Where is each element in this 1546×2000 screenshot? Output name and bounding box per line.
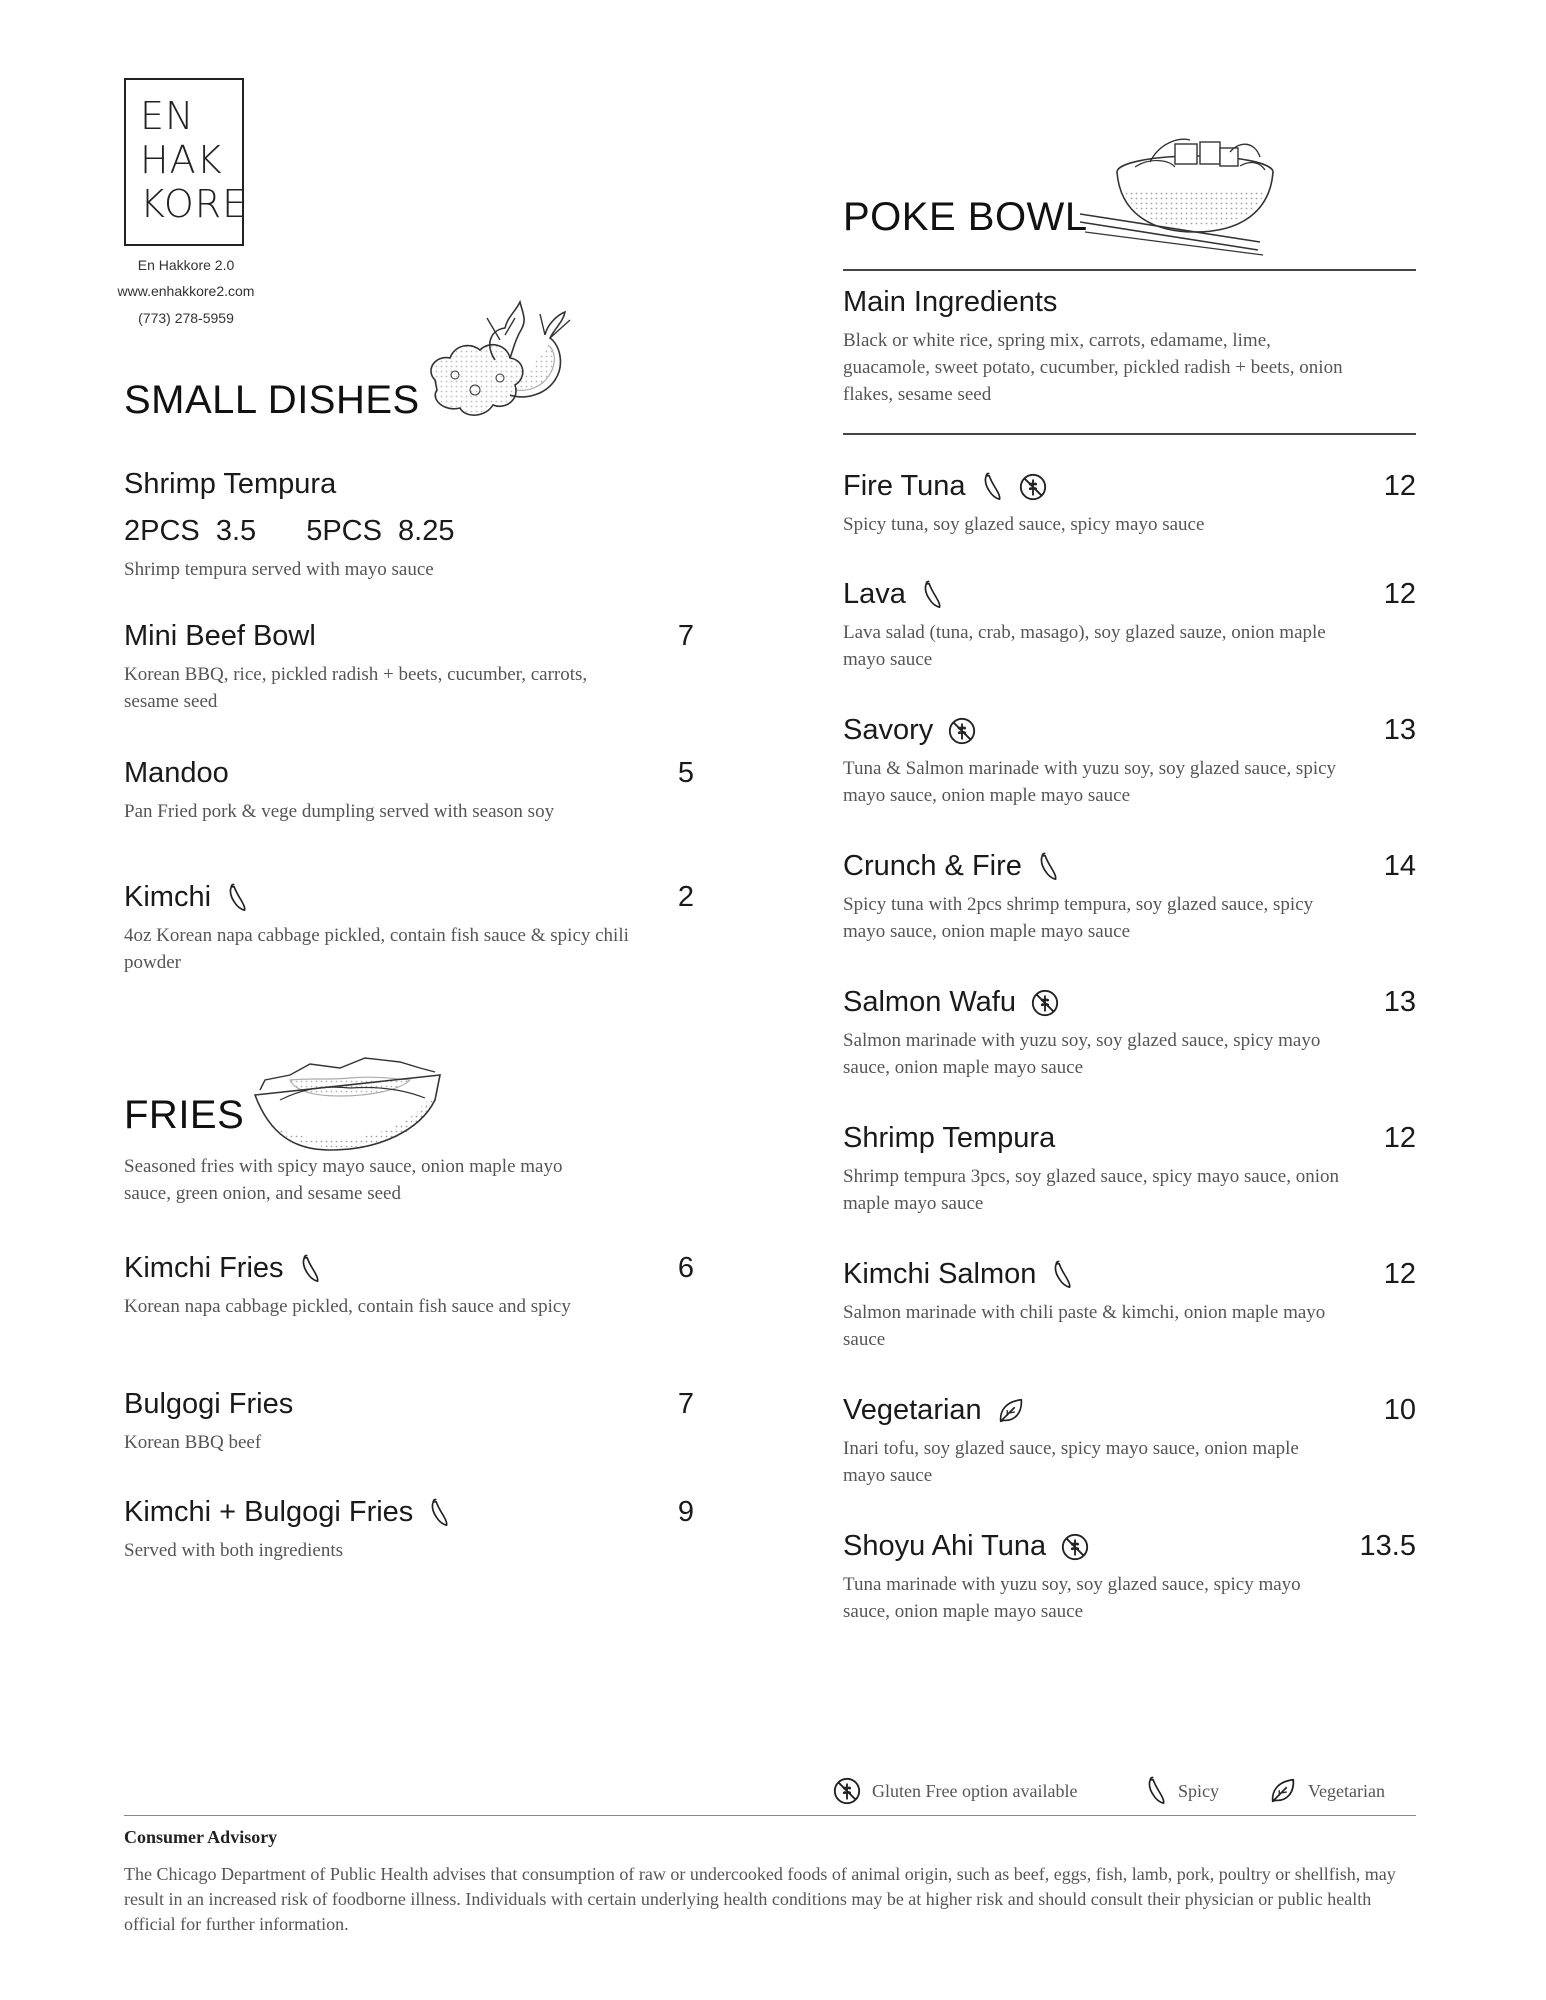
shrimp-option-5pcs: 5PCS 8.25 xyxy=(306,515,455,547)
logo-line-2: HAK xyxy=(140,138,223,182)
item-name xyxy=(124,881,694,914)
divider-top xyxy=(843,269,1416,271)
item-name-text: Lava xyxy=(843,578,906,610)
main-ingredients xyxy=(843,286,1416,408)
spicy-icon xyxy=(298,1254,322,1284)
advisory-title: Consumer Advisory xyxy=(124,1827,278,1847)
main-ingredients-title: Main Ingredients xyxy=(843,286,1058,318)
spicy-icon xyxy=(427,1498,451,1528)
item-name-text: Kimchi Salmon xyxy=(843,1258,1037,1290)
shrimp-option-2pcs: 2PCS 3.5 xyxy=(124,515,257,547)
menu-item xyxy=(843,850,1416,945)
item-name xyxy=(843,1394,1416,1427)
item-name xyxy=(124,1388,694,1421)
gluten-free-icon xyxy=(1030,988,1060,1018)
item-name xyxy=(843,578,1416,611)
item-price: 10 xyxy=(1383,1394,1416,1426)
menu-item-shrimp-tempura-small xyxy=(124,468,694,583)
menu-item xyxy=(843,1530,1416,1625)
menu-item xyxy=(843,1122,1416,1217)
item-description: Served with both ingredients xyxy=(124,1540,343,1561)
item-name xyxy=(843,1122,1416,1155)
item-name-text: Kimchi xyxy=(124,881,212,913)
menu-item xyxy=(843,578,1416,673)
logo-line-1: EN xyxy=(140,94,195,138)
item-description: Lava salad (tuna, crab, masago), soy glazed sauze, onion maple mayo sauce xyxy=(843,622,1326,670)
section-title-poke-bowl: POKE BOWL xyxy=(843,195,1088,239)
item-name-text: Vegetarian xyxy=(843,1394,982,1426)
item-description: Pan Fried pork & vege dumpling served with season soy xyxy=(124,801,555,822)
item-price: 12 xyxy=(1383,1258,1416,1290)
item-price: 7 xyxy=(677,1388,694,1420)
item-name xyxy=(843,470,1416,503)
item-description: Tuna marinade with yuzu soy, soy glazed sauce, spicy mayo sauce, onion maple mayo sauce xyxy=(843,1574,1301,1622)
item-name-text: Mandoo xyxy=(124,757,229,789)
item-name xyxy=(843,850,1416,883)
item-price: 6 xyxy=(677,1252,694,1284)
item-name-text: Shoyu Ahi Tuna xyxy=(843,1530,1047,1562)
legend-spicy xyxy=(1144,1776,1219,1806)
spicy-icon xyxy=(1144,1776,1168,1806)
menu-item xyxy=(124,757,694,825)
spicy-icon xyxy=(1050,1260,1074,1290)
item-price: 9 xyxy=(677,1496,694,1528)
item-name-text: Kimchi Fries xyxy=(124,1252,284,1284)
menu-item xyxy=(124,620,694,715)
spicy-icon xyxy=(1036,852,1060,882)
item-price: 12 xyxy=(1383,470,1416,502)
item-name xyxy=(843,986,1416,1019)
logo-line-3: KORE xyxy=(140,182,248,226)
item-name-text: Salmon Wafu xyxy=(843,986,1016,1018)
item-price: 13 xyxy=(1383,986,1416,1018)
shrimp-options xyxy=(124,515,694,548)
advisory-text: The Chicago Department of Public Health advises that consumption of raw or undercooked foods of animal origin, such as beef, eggs, fish, lamb, pork, poultry or shellfish, may result in an increased risk of foodborne illness. Individuals with certain underlying health conditions may be at higher risk and should consult their physician or public health official for further information. xyxy=(124,1864,1396,1934)
item-description: Shrimp tempura 3pcs, soy glazed sauce, spicy mayo sauce, onion maple mayo sauce xyxy=(843,1166,1339,1214)
item-price: 13.5 xyxy=(1359,1530,1416,1562)
vegetarian-icon xyxy=(1268,1776,1298,1806)
gluten-free-icon xyxy=(832,1776,862,1806)
menu-item xyxy=(124,1496,694,1564)
spicy-icon xyxy=(980,472,1004,502)
gluten-free-icon xyxy=(947,716,977,746)
section-title-small-dishes: SMALL DISHES xyxy=(124,378,420,422)
item-description: Spicy tuna with 2pcs shrimp tempura, soy glazed sauce, spicy mayo sauce, onion maple mayo sauce xyxy=(843,894,1314,942)
item-description: Korean BBQ, rice, pickled radish + beets, cucumber, carrots, sesame seed xyxy=(124,664,588,712)
item-description: Salmon marinade with chili paste & kimchi, onion maple mayo sauce xyxy=(843,1302,1326,1350)
item-description: Korean BBQ beef xyxy=(124,1432,262,1453)
item-name xyxy=(843,714,1416,747)
item-price: 13 xyxy=(1383,714,1416,746)
item-name xyxy=(843,1258,1416,1291)
item-name-text: Crunch & Fire xyxy=(843,850,1022,882)
item-price: 14 xyxy=(1383,850,1416,882)
gluten-free-icon xyxy=(1060,1532,1090,1562)
item-name: Shrimp Tempura xyxy=(124,468,337,500)
item-description: Spicy tuna, soy glazed sauce, spicy mayo sauce xyxy=(843,514,1205,535)
menu-item xyxy=(124,1252,694,1320)
spicy-icon xyxy=(225,883,249,913)
menu-item xyxy=(843,1258,1416,1353)
website-link[interactable]: www.enhakkore2.com xyxy=(117,283,255,299)
vegetarian-icon xyxy=(996,1396,1026,1426)
gluten-free-icon xyxy=(1018,472,1048,502)
menu-item xyxy=(124,1388,694,1456)
advisory-divider xyxy=(124,1815,1416,1816)
phone-number: (773) 278-5959 xyxy=(138,310,234,326)
legend-vegetarian xyxy=(1268,1776,1385,1806)
legend-gluten-free xyxy=(832,1776,1077,1806)
item-name xyxy=(843,1530,1416,1563)
menu-item xyxy=(843,714,1416,809)
section-title-fries: FRIES xyxy=(124,1093,245,1137)
logo xyxy=(124,78,248,246)
shrimp-tempura-illustration xyxy=(415,300,585,450)
legend-gluten-free-label: Gluten Free option available xyxy=(872,1780,1078,1801)
item-description: 4oz Korean napa cabbage pickled, contain fish sauce & spicy chili powder xyxy=(124,925,629,973)
item-name xyxy=(124,1496,694,1529)
item-name xyxy=(124,1252,694,1285)
item-price: 5 xyxy=(677,757,694,789)
main-ingredients-desc: Black or white rice, spring mix, carrots, edamame, lime, guacamole, sweet potato, cucumber, pickled radish + beets, onion flakes, sesame seed xyxy=(843,330,1343,405)
item-name-text: Mini Beef Bowl xyxy=(124,620,316,652)
item-price: 2 xyxy=(677,881,694,913)
item-price: 7 xyxy=(677,620,694,652)
menu-item xyxy=(843,470,1416,538)
divider-bottom xyxy=(843,433,1416,435)
item-name-text: Fire Tuna xyxy=(843,470,966,502)
menu-item xyxy=(843,986,1416,1081)
item-name-text: Kimchi + Bulgogi Fries xyxy=(124,1496,414,1528)
menu-item xyxy=(843,1394,1416,1489)
legend-spicy-label: Spicy xyxy=(1178,1780,1220,1801)
fries-intro: Seasoned fries with spicy mayo sauce, onion maple mayo sauce, green onion, and sesame seed xyxy=(124,1156,563,1204)
item-name-text: Bulgogi Fries xyxy=(124,1388,294,1420)
item-name xyxy=(124,620,694,653)
item-description: Salmon marinade with yuzu soy, soy glazed sauce, spicy mayo sauce, onion maple mayo sauce xyxy=(843,1030,1321,1078)
poke-bowl-illustration xyxy=(1080,122,1300,262)
item-description: Tuna & Salmon marinade with yuzu soy, soy glazed sauce, spicy mayo sauce, onion maple mayo sauce xyxy=(843,758,1337,806)
fries-illustration xyxy=(250,1050,450,1160)
item-description: Korean napa cabbage pickled, contain fish sauce and spicy xyxy=(124,1296,571,1317)
restaurant-name: En Hakkore 2.0 xyxy=(137,257,235,273)
item-name-text: Savory xyxy=(843,714,934,746)
item-name xyxy=(124,757,694,790)
legend-vegetarian-label: Vegetarian xyxy=(1308,1780,1385,1801)
item-price: 12 xyxy=(1383,1122,1416,1154)
item-price: 12 xyxy=(1383,578,1416,610)
item-description: Inari tofu, soy glazed sauce, spicy mayo sauce, onion maple mayo sauce xyxy=(843,1438,1299,1486)
item-name-text: Shrimp Tempura xyxy=(843,1122,1056,1154)
menu-item xyxy=(124,881,694,976)
item-description: Shrimp tempura served with mayo sauce xyxy=(124,559,434,580)
spicy-icon xyxy=(920,580,944,610)
